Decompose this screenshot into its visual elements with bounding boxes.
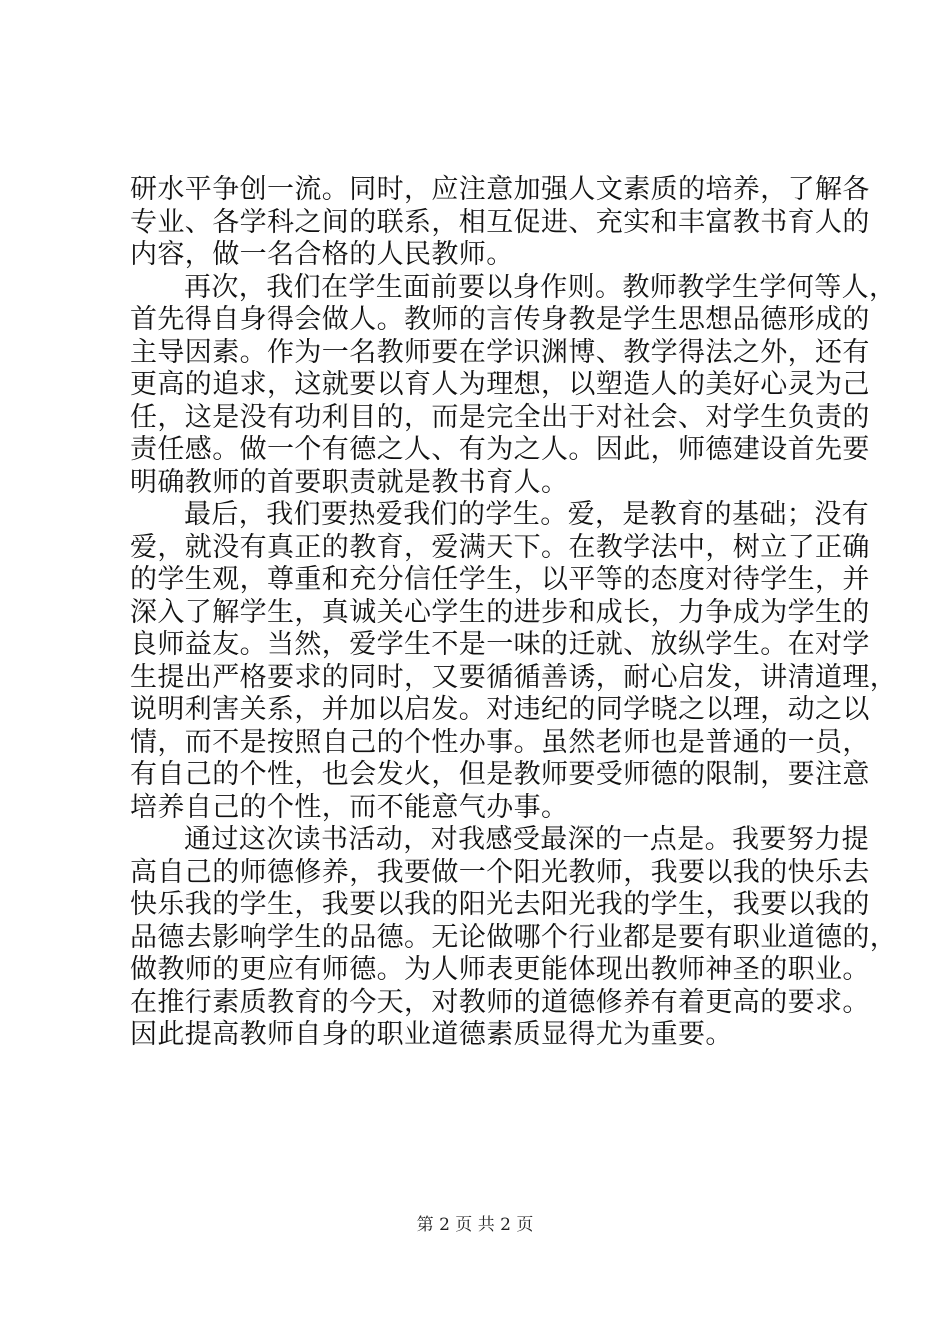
- text-line: 爱，就没有真正的教育，爱满天下。在教学法中，树立了正确: [130, 531, 870, 563]
- text-line: 快乐我的学生，我要以我的阳光去阳光我的学生，我要以我的: [130, 889, 870, 920]
- text-line: 研水平争创一流。同时，应注意加强人文素质的培养，了解各: [130, 174, 870, 205]
- text-line: 责任感。做一个有德之人、有为之人。因此，师德建设首先要: [130, 434, 870, 465]
- text-line: 做教师的更应有师德。为人师表更能体现出教师神圣的职业。: [130, 954, 870, 985]
- text-line: 深入了解学生，真诚关心学生的进步和成长，力争成为学生的: [130, 596, 870, 628]
- paragraph-start-line: 最后，我们要热爱我们的学生。爱，是教育的基础；没有: [184, 499, 869, 530]
- text-line: 因此提高教师自身的职业道德素质显得尤为重要。: [130, 1019, 733, 1050]
- text-line: 品德去影响学生的品德。无论做哪个行业都是要有职业道德的，: [130, 921, 898, 953]
- text-line: 内容，做一名合格的人民教师。: [130, 239, 514, 270]
- text-line: 更高的追求，这就要以育人为理想，以塑造人的美好心灵为己: [130, 369, 870, 400]
- text-line: 良师益友。当然，爱学生不是一味的迁就、放纵学生。在对学: [130, 629, 870, 660]
- text-line: 明确教师的首要职责就是教书育人。: [130, 466, 569, 498]
- page-number-footer: 第 2 页 共 2 页: [416, 1215, 534, 1235]
- text-line: 专业、各学科之间的联系，相互促进、充实和丰富教书育人的: [130, 206, 870, 238]
- paragraph-start-line: 再次，我们在学生面前要以身作则。教师教学生学何等人，: [184, 271, 897, 303]
- text-line: 首先得自身得会做人。教师的言传身教是学生思想品德形成的: [130, 304, 870, 335]
- paragraph-start-line: 通过这次读书活动，对我感受最深的一点是。我要努力提: [184, 824, 869, 855]
- text-line: 生提出严格要求的同时，又要循循善诱，耐心启发，讲清道理，: [130, 661, 898, 693]
- text-line: 高自己的师德修养，我要做一个阳光教师，我要以我的快乐去: [130, 856, 870, 888]
- text-line: 主导因素。作为一名教师要在学识渊博、教学得法之外，还有: [130, 336, 870, 368]
- text-line: 说明利害关系，并加以启发。对违纪的同学晓之以理，动之以: [130, 694, 870, 725]
- text-line: 培养自己的个性，而不能意气办事。: [130, 791, 569, 823]
- text-line: 情，而不是按照自己的个性办事。虽然老师也是普通的一员，: [130, 726, 870, 758]
- text-line: 有自己的个性，也会发火，但是教师要受师德的限制，要注意: [130, 759, 870, 790]
- document-body: [130, 174, 898, 1052]
- text-line: 任，这是没有功利目的，而是完全出于对社会、对学生负责的: [130, 401, 870, 433]
- text-line: 在推行素质教育的今天，对教师的道德修养有着更高的要求。: [130, 986, 870, 1018]
- text-line: 的学生观，尊重和充分信任学生，以平等的态度对待学生，并: [130, 564, 870, 595]
